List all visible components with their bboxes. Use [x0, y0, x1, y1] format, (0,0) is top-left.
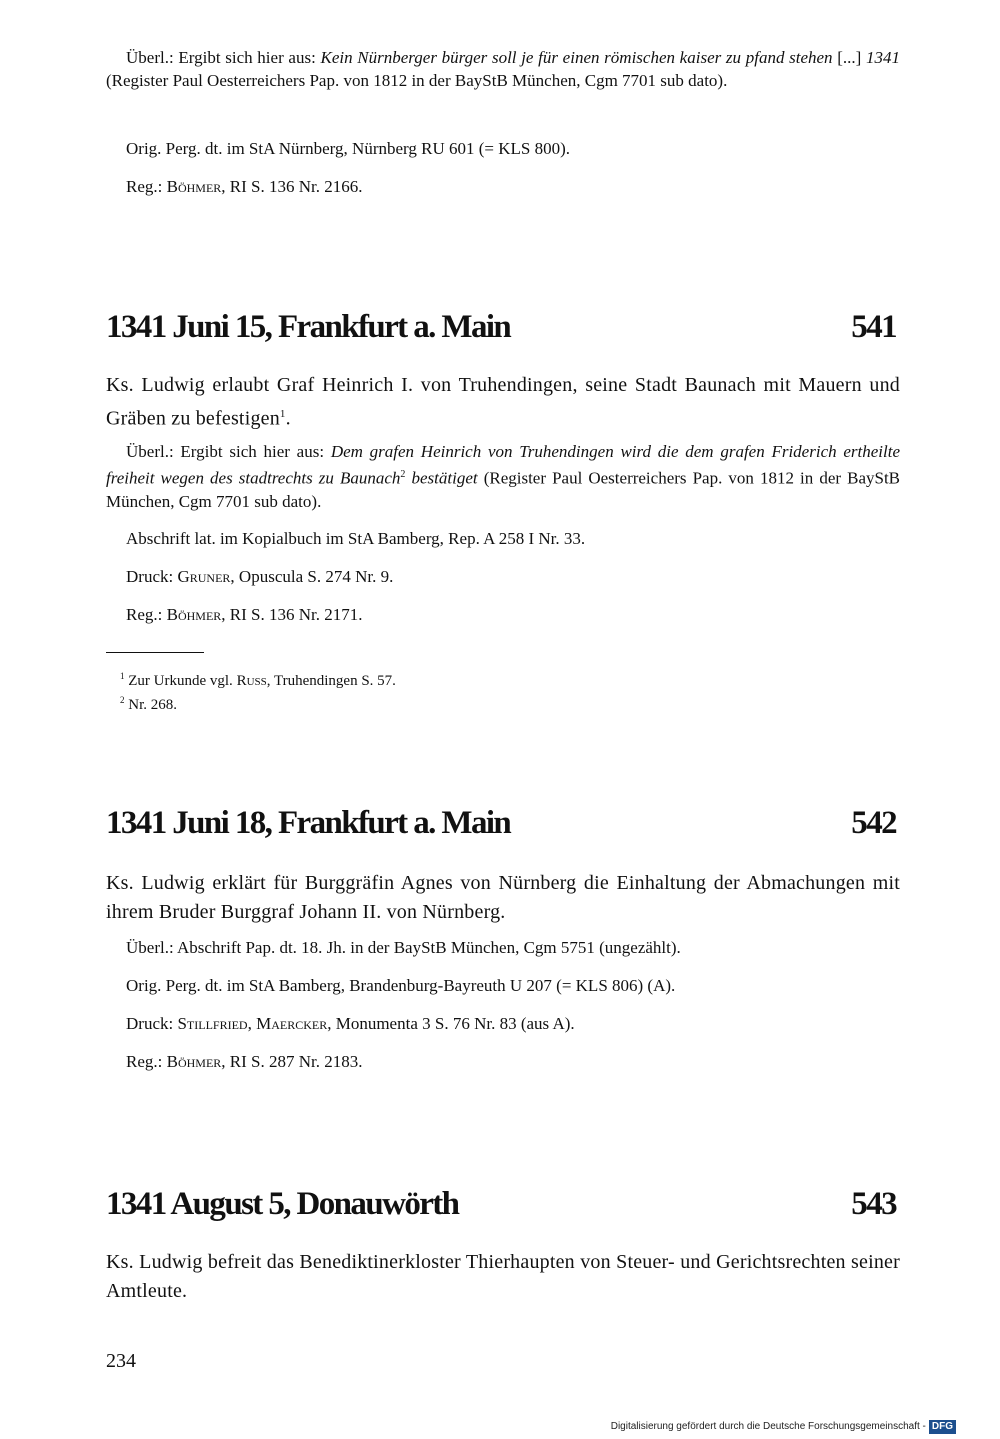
- orig-542: Orig. Perg. dt. im StA Bamberg, Brandenburg-Bayreuth U 207 (= KLS 806) (A).: [126, 976, 676, 995]
- entry-number: 541: [851, 309, 896, 345]
- druck-reference: , Monumenta 3 S. 76 Nr. 83 (aus A).: [327, 1014, 575, 1033]
- druck-author: Gruner: [177, 567, 231, 586]
- ellipsis: [...]: [837, 48, 862, 67]
- druck-542: [126, 1012, 575, 1035]
- reg-previous: [126, 175, 363, 198]
- entry-title: 1341 Juni 15, Frankfurt a. Main: [106, 309, 511, 345]
- druck-label: Druck:: [126, 567, 174, 586]
- footnote-2: [120, 690, 177, 715]
- reg-author: Böhmer: [166, 605, 222, 624]
- uberl-label: Überl.: Ergibt sich hier aus:: [126, 48, 316, 67]
- reg-author: Böhmer: [166, 177, 222, 196]
- entry-summary-542: Ks. Ludwig erklärt für Burggräfin Agnes von Nürnberg die Einhaltung der Abmachungen mit ihrem Bruder Burggraf Johann II. von Nürnberg.: [106, 872, 900, 923]
- credit-text: Digitalisierung gefördert durch die Deutsche Forschungsgemeinschaft -: [610, 1421, 926, 1432]
- reg-reference: , RI S. 136 Nr. 2166.: [221, 177, 363, 196]
- footnote-mark: 2: [120, 695, 125, 705]
- digitization-credit: [611, 1420, 956, 1434]
- footnote-ref: 1: [279, 408, 286, 420]
- entry-number: 542: [851, 805, 896, 841]
- reg-label: Reg.:: [126, 1052, 163, 1071]
- entry-summary-541: [106, 371, 900, 434]
- reg-label: Reg.:: [126, 177, 163, 196]
- reg-label: Reg.:: [126, 605, 163, 624]
- entry-summary-543: Ks. Ludwig befreit das Benediktinerkloster Thierhaupten von Steuer- und Gerichtsrechten seiner Amtleute.: [106, 1251, 900, 1302]
- footnote-ref: 2: [400, 469, 406, 480]
- reg-reference: , RI S. 287 Nr. 2183.: [221, 1052, 363, 1071]
- druck-label: Druck:: [126, 1014, 174, 1033]
- druck-reference: , Opuscula S. 274 Nr. 9.: [230, 567, 394, 586]
- footnote-text: Nr. 268.: [128, 697, 177, 713]
- page-number: 234: [106, 1350, 136, 1372]
- entry-heading-543: [106, 1184, 896, 1224]
- abschrift-541: Abschrift lat. im Kopialbuch im StA Bamberg, Rep. A 258 I Nr. 33.: [126, 529, 586, 548]
- entry-heading-542: [106, 803, 896, 843]
- footnote-mark: 1: [120, 671, 125, 681]
- uberl-label: Überl.: Ergibt sich hier aus:: [126, 442, 325, 461]
- reg-542: [126, 1050, 363, 1073]
- druck-author: Maercker: [256, 1014, 328, 1033]
- footnote-reference: , Truhendingen S. 57.: [266, 673, 396, 689]
- reg-541: [126, 603, 363, 626]
- summary-text: Ks. Ludwig erlaubt Graf Heinrich I. von Truhendingen, seine Stadt Baunach mit Mauern und Gräben zu befestigen: [106, 374, 900, 430]
- footnote-text: Zur Urkunde vgl.: [128, 673, 233, 689]
- entry-title: 1341 Juni 18, Frankfurt a. Main: [106, 805, 511, 841]
- footnote-1: [120, 666, 396, 691]
- dfg-logo: DFG: [929, 1420, 956, 1434]
- summary-period: .: [285, 407, 291, 430]
- entry-title: 1341 August 5, Donauwörth: [106, 1186, 459, 1222]
- footnote-author: Russ: [236, 673, 267, 689]
- footnote-rule: [106, 652, 204, 653]
- author-separator: ,: [247, 1014, 252, 1033]
- uberl-541: [106, 440, 900, 513]
- entry-heading-541: [106, 307, 896, 347]
- uberl-quote: Dem grafen Heinrich von Truhendingen wird die dem grafen Friderich ertheilte freiheit wegen des stadtrechts zu Baunach: [106, 442, 901, 488]
- uberl-quote: Kein Nürnberger bürger soll je für einen römischen kaiser zu pfand stehen: [320, 48, 833, 67]
- reg-author: Böhmer: [166, 1052, 222, 1071]
- reg-reference: , RI S. 136 Nr. 2171.: [221, 605, 363, 624]
- uberl-source: (Register Paul Oesterreichers Pap. von 1812 in der BayStB München, Cgm 7701 sub dato).: [106, 468, 901, 511]
- entry-number: 543: [851, 1186, 896, 1222]
- uberl-542: Überl.: Abschrift Pap. dt. 18. Jh. in der BayStB München, Cgm 5751 (ungezählt).: [126, 938, 681, 957]
- uberl-year: 1341: [866, 48, 901, 67]
- druck-author: Stillfried: [177, 1014, 248, 1033]
- orig-previous: Orig. Perg. dt. im StA Nürnberg, Nürnberg RU 601 (= KLS 800).: [126, 139, 571, 158]
- uberl-quote-end: bestätiget: [411, 468, 478, 488]
- uberl-source: (Register Paul Oesterreichers Pap. von 1812 in der BayStB München, Cgm 7701 sub dato).: [106, 71, 728, 90]
- uberl-previous: [106, 46, 900, 92]
- druck-541: [126, 565, 393, 588]
